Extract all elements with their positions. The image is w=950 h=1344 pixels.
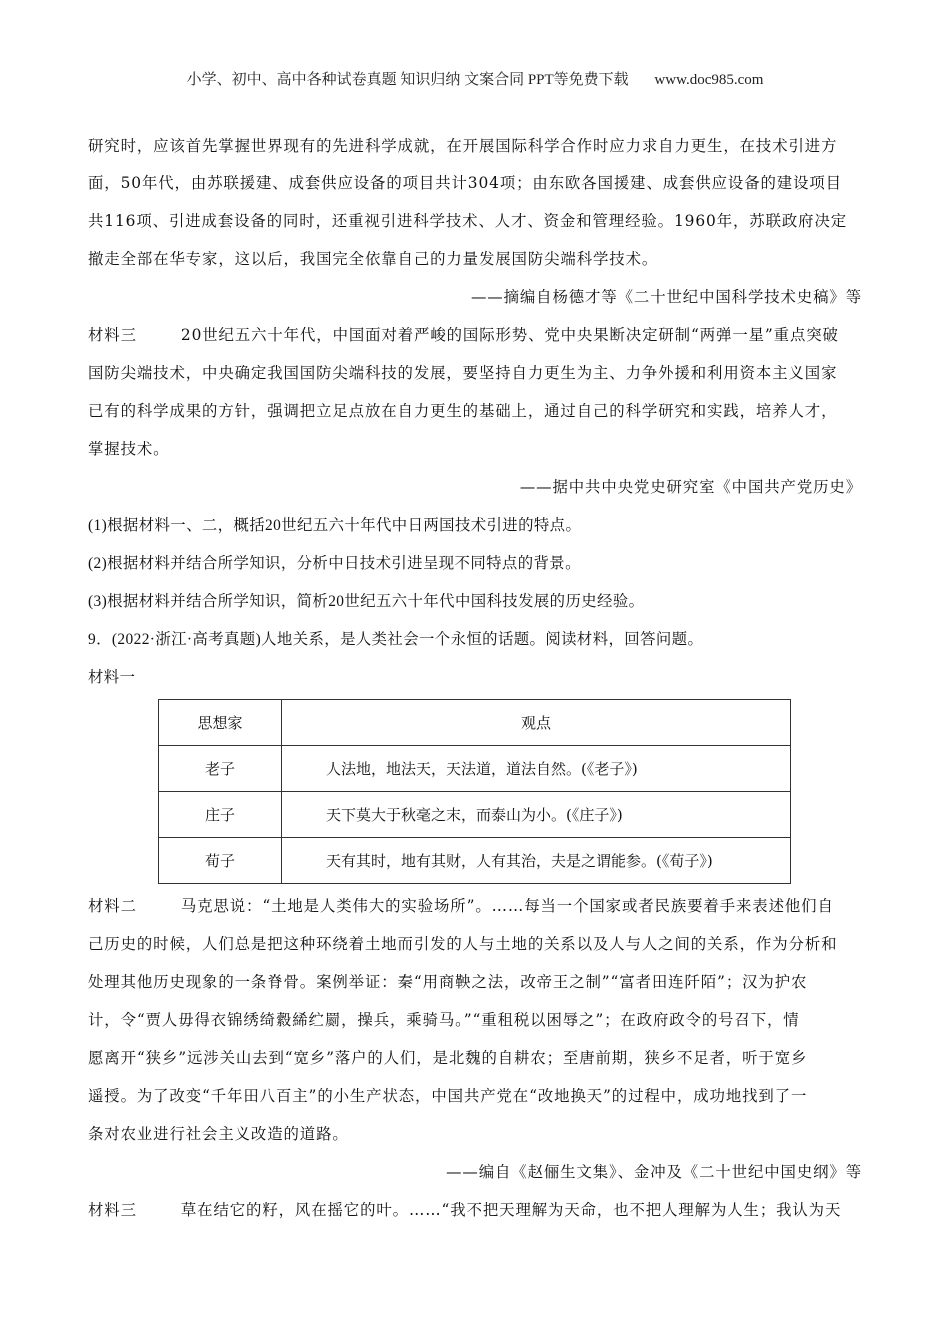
paragraph-line: 条对农业进行社会主义改造的道路。 [88,1125,349,1143]
material3-label: 材料三 [88,1201,137,1219]
paragraph-line: 遥授。为了改变“千年田八百主”的小生产状态，中国共产党在“改地换天”的过程中，成功地找到了一 [88,1087,808,1105]
table-row [159,792,791,838]
header-url[interactable]: www.doc985.com [654,72,764,88]
question-9-stem: 9．(2022·浙江·高考真题)人地关系，是人类社会一个永恒的话题。阅读材料，回答问题。 [88,631,704,648]
thinker-cell: 庄子 [159,792,282,838]
paragraph-line: 掌握技术。 [88,440,170,458]
material2-label: 材料二 [88,897,137,915]
paragraph-line: 研究时，应该首先掌握世界现有的先进科学成就，在开展国际科学合作时应力求自力更生，在技术引进方 [88,137,838,155]
question-2: (2)根据材料并结合所学知识，分析中日技术引进呈现不同特点的背景。 [88,555,581,572]
paragraph-line: 处理其他历史现象的一条脊骨。案例举证：秦“用商鞅之法，改帝王之制”“富者田连阡陌”；汉为护农 [88,973,808,991]
table-row [159,746,791,792]
material3-line: 材料三 草在结它的籽，风在摇它的叶。……“我不把天理解为天命，也不把人理解为人生；我认为天 [88,1201,842,1219]
column-header: 观点 [282,700,791,746]
question-3: (3)根据材料并结合所学知识，简析20世纪五六十年代中国科技发展的历史经验。 [88,593,645,610]
table-row [159,838,791,884]
material2-line: 材料二 马克思说：“土地是人类伟大的实验场所”。……每当一个国家或者民族要着手来表述他们自 [88,897,834,915]
table-header-row [159,700,791,746]
source-citation: ——摘编自杨德才等《二十世纪中国科学技术史稿》等 [471,288,862,306]
thinker-cell: 老子 [159,746,282,792]
paragraph-line: 己历史的时候，人们总是把这种环绕着土地而引发的人与土地的关系以及人与人之间的关系，作为分析和 [88,935,838,953]
question-1: (1)根据材料一、二，概括20世纪五六十年代中日两国技术引进的特点。 [88,517,582,534]
source-citation: ——据中共中央党史研究室《中国共产党历史》 [519,478,862,496]
material3-line: 材料三 20世纪五六十年代，中国面对着严峻的国际形势、党中央果断决定研制“两弹一星”重点突破 [88,326,839,344]
paragraph-line: 面，50年代，由苏联援建、成套供应设备的项目共计304项；由东欧各国援建、成套供应设备的建设项目 [88,174,842,192]
view-cell: 人法地，地法天，天法道，道法自然。(《老子》) [282,746,791,792]
paragraph-line: 共116项、引进成套设备的同时，还重视引进科学技术、人才、资金和管理经验。1960年，苏联政府决定 [88,212,848,230]
column-header: 思想家 [159,700,282,746]
material3-label: 材料三 [88,326,137,344]
thinker-cell: 荀子 [159,838,282,884]
material1-label: 材料一 [88,669,136,686]
header-text: 小学、初中、高中各种试卷真题 知识归纳 文案合同 PPT等免费下载 [186,72,629,88]
paragraph-line: 国防尖端技术，中央确定我国国防尖端科技的发展，要坚持自力更生为主、力争外援和利用资本主义国家 [88,364,838,382]
source-citation: ——编自《赵俪生文集》、金冲及《二十世纪中国史纲》等 [446,1163,862,1181]
paragraph-line: 撤走全部在华专家，这以后，我国完全依靠自己的力量发展国防尖端科学技术。 [88,250,659,268]
paragraph-line: 计，令“贾人毋得衣锦绣绮縠絺纻罽，操兵，乘骑马。”“重租税以困辱之”；在政府政令的号召下，情 [88,1011,800,1029]
thinkers-table [158,699,791,884]
paragraph-line: 已有的科学成果的方针，强调把立足点放在自力更生的基础上，通过自己的科学研究和实践，培养人才， [88,402,838,420]
view-cell: 天下莫大于秋毫之末，而泰山为小。(《庄子》) [282,792,791,838]
view-cell: 天有其时，地有其财，人有其治，夫是之谓能参。(《荀子》) [282,838,791,884]
page-header [0,68,950,89]
paragraph-line: 愿离开“狭乡”远涉关山去到“宽乡”落户的人们，是北魏的自耕农；至唐前期，狭乡不足者，听于宽乡 [88,1049,808,1067]
